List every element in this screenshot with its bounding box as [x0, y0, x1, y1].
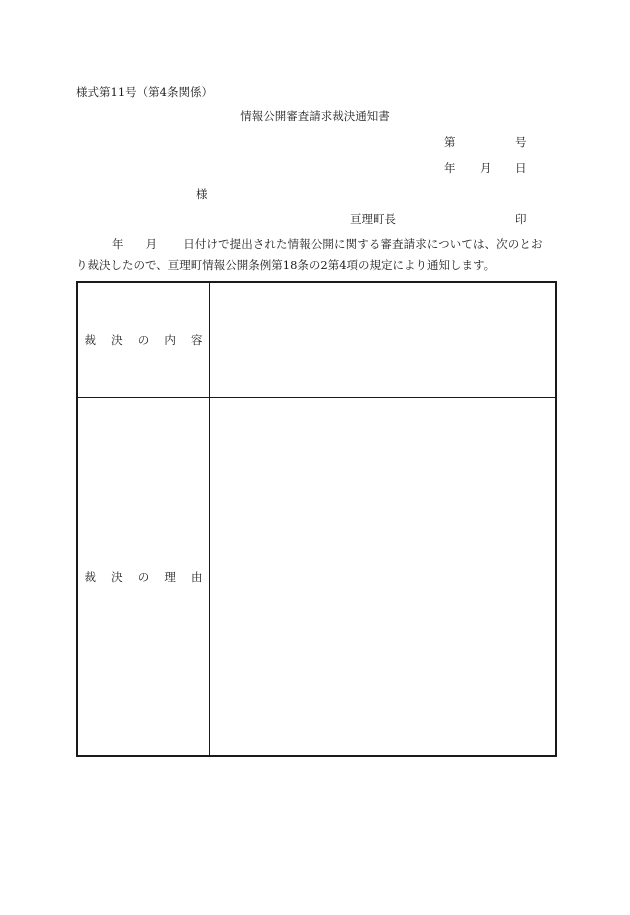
label-char: 由 [191, 570, 203, 584]
label-char: 裁 [84, 570, 96, 584]
label-char: の [137, 333, 150, 347]
date-day-label: 日 [515, 161, 527, 175]
label-char: 決 [111, 570, 123, 584]
date-month-label: 月 [480, 161, 492, 175]
body-month-label: 月 [145, 237, 158, 251]
seal-mark: 印 [515, 212, 527, 226]
reference-number-suffix: 号 [515, 135, 527, 149]
label-char: 理 [164, 570, 176, 584]
decision-content-field[interactable] [210, 283, 555, 397]
label-char: 決 [111, 333, 123, 347]
label-char: 内 [164, 333, 176, 347]
body-year-label: 年 [112, 237, 124, 251]
label-char: の [137, 570, 150, 584]
decision-reason-label [78, 397, 209, 757]
reference-number-prefix: 第 [444, 135, 456, 149]
decision-table [76, 281, 557, 757]
body-text-rest: 日付けで提出された情報公開に関する審査請求については、次のとお [183, 237, 543, 251]
date-year-label: 年 [444, 161, 456, 175]
decision-content-label [78, 283, 209, 397]
form-number: 様式第11号（第4条関係） [76, 85, 213, 99]
label-char: 容 [191, 333, 203, 347]
document-title: 情報公開審査請求裁決通知書 [240, 109, 390, 123]
body-text-line-2: り裁決したので、亘理町情報公開条例第18条の2第4項の規定により通知します。 [76, 258, 496, 272]
body-text-line-1 [76, 239, 554, 251]
issuer-name: 亘理町長 [350, 212, 396, 226]
decision-reason-field[interactable] [210, 398, 555, 755]
addressee-honorific: 様 [196, 187, 208, 201]
label-char: 裁 [84, 333, 96, 347]
